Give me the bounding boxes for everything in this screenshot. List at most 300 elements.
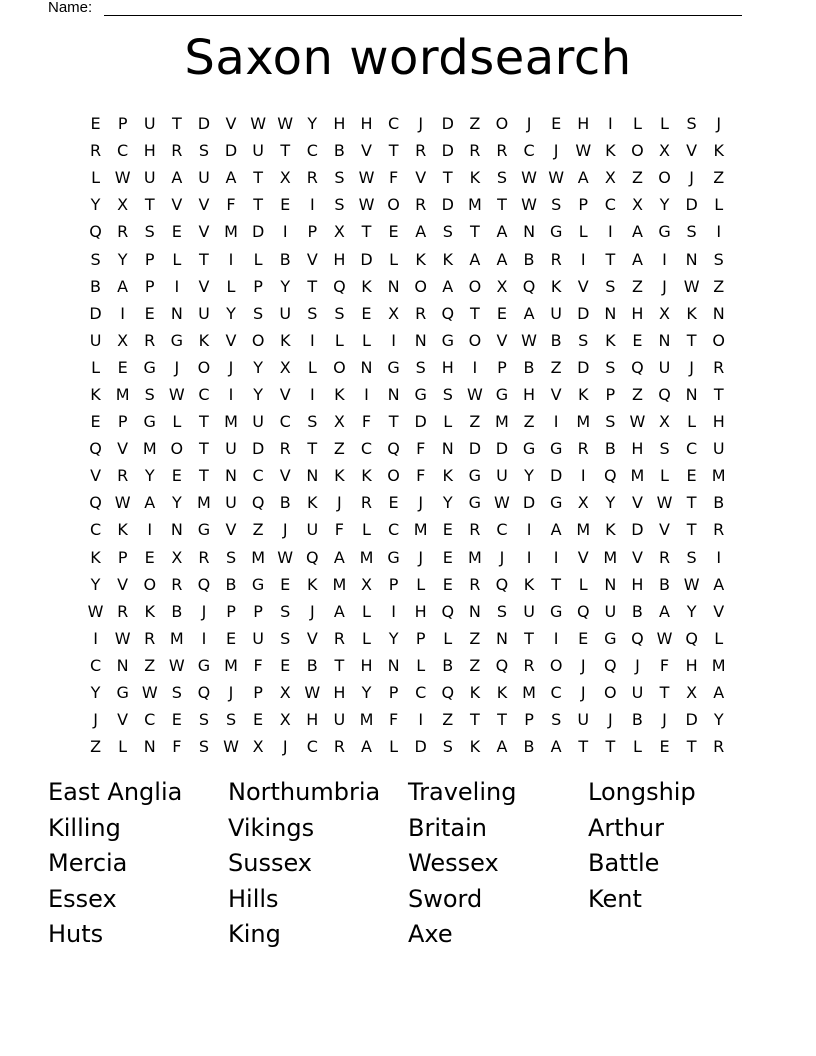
grid-letter: Q — [522, 276, 536, 296]
grid-letter: J — [635, 655, 640, 675]
grid-letter: K — [605, 520, 616, 540]
name-field[interactable] — [48, 0, 748, 18]
name-line[interactable] — [104, 15, 742, 16]
grid-letter: I — [553, 628, 559, 648]
grid-letter: L — [632, 114, 642, 134]
word-list-item: Sussex — [228, 849, 312, 877]
grid-letter: J — [93, 710, 98, 730]
grid-letter: J — [689, 357, 694, 377]
grid-letter: E — [171, 222, 182, 242]
grid-letter: Y — [90, 195, 101, 215]
grid-letter: G — [414, 384, 427, 404]
grid-letter: S — [307, 412, 318, 432]
grid-letter: F — [388, 168, 399, 188]
grid-letter: S — [659, 439, 670, 459]
grid-letter: Q — [631, 357, 644, 377]
grid-letter: S — [415, 357, 426, 377]
grid-letter: H — [306, 710, 319, 730]
grid-letter: W — [223, 737, 239, 757]
grid-letter: I — [526, 547, 532, 567]
grid-letter: T — [199, 466, 209, 486]
grid-letter: V — [577, 276, 589, 296]
grid-letter: O — [604, 683, 617, 703]
grid-letter: V — [225, 520, 237, 540]
grid-letter: W — [358, 168, 375, 188]
grid-letter: E — [686, 466, 697, 486]
grid-letter: H — [360, 655, 373, 675]
grid-letter: C — [306, 737, 318, 757]
grid-letter: S — [334, 168, 345, 188]
grid-letter: N — [685, 384, 698, 404]
grid-letter: A — [225, 168, 237, 188]
grid-letter: M — [359, 710, 374, 730]
grid-letter: U — [89, 330, 102, 350]
grid-letter: A — [333, 601, 345, 621]
grid-letter: P — [253, 276, 263, 296]
grid-letter: G — [143, 412, 156, 432]
grid-letter: B — [631, 601, 643, 621]
grid-letter: A — [361, 737, 372, 757]
grid-letter: U — [658, 357, 671, 377]
grid-letter: U — [577, 710, 590, 730]
grid-letter: A — [577, 168, 589, 188]
grid-letter: N — [441, 439, 454, 459]
grid-letter: Q — [576, 601, 590, 621]
grid-letter: C — [523, 141, 535, 161]
grid-letter: G — [387, 547, 400, 567]
grid-letter: W — [168, 384, 185, 404]
grid-letter: Z — [550, 357, 562, 377]
grid-letter: D — [441, 141, 454, 161]
grid-letter: B — [279, 249, 291, 269]
grid-letter: N — [685, 249, 698, 269]
grid-letter: A — [631, 222, 643, 242]
grid-letter: E — [551, 114, 562, 134]
grid-letter: D — [441, 195, 454, 215]
grid-letter: B — [306, 655, 318, 675]
grid-letter: V — [550, 384, 562, 404]
grid-letter: Q — [197, 683, 211, 703]
grid-letter: W — [494, 493, 510, 513]
grid-letter: O — [468, 276, 482, 296]
grid-letter: N — [523, 222, 536, 242]
grid-letter: L — [714, 628, 724, 648]
grid-letter: L — [362, 520, 371, 540]
grid-letter: E — [578, 628, 589, 648]
grid-letter: G — [658, 222, 671, 242]
grid-letter: U — [225, 439, 237, 459]
grid-letter: W — [521, 330, 537, 350]
grid-letter: R — [144, 628, 156, 648]
grid-letter: T — [551, 574, 562, 594]
grid-letter: I — [391, 601, 396, 621]
grid-letter: K — [686, 303, 697, 323]
word-list-item: Huts — [48, 920, 104, 948]
grid-letter: V — [496, 330, 508, 350]
grid-letter: O — [251, 330, 265, 350]
grid-letter: N — [658, 330, 671, 350]
grid-letter: J — [174, 357, 180, 377]
grid-letter: O — [631, 141, 644, 161]
grid-letter: L — [660, 466, 669, 486]
grid-letter: T — [253, 195, 263, 215]
grid-letter: R — [469, 520, 481, 540]
grid-letter: W — [277, 547, 294, 567]
grid-letter: U — [198, 168, 210, 188]
grid-letter: M — [197, 493, 211, 513]
grid-letter: U — [523, 601, 535, 621]
word-list — [48, 778, 768, 956]
grid-letter: W — [521, 168, 537, 188]
grid-letter: B — [442, 655, 454, 675]
grid-letter: P — [578, 195, 589, 215]
grid-letter: Y — [171, 493, 182, 513]
grid-letter: L — [660, 114, 669, 134]
grid-letter: P — [117, 547, 128, 567]
grid-letter: A — [523, 303, 535, 323]
grid-letter: T — [686, 330, 697, 350]
grid-letter: N — [414, 330, 427, 350]
grid-letter: D — [441, 114, 454, 134]
grid-letter: L — [389, 249, 399, 269]
grid-letter: K — [361, 276, 372, 296]
grid-letter: K — [469, 168, 481, 188]
grid-letter: B — [333, 141, 345, 161]
grid-letter: V — [198, 276, 210, 296]
grid-letter: O — [549, 655, 563, 675]
page-title: Saxon wordsearch — [184, 30, 632, 86]
grid-letter: T — [388, 141, 399, 161]
grid-letter: L — [172, 249, 182, 269]
grid-letter: X — [117, 330, 129, 350]
grid-letter: X — [171, 547, 183, 567]
grid-letter: H — [143, 141, 156, 161]
grid-letter: X — [252, 737, 264, 757]
grid-letter: A — [713, 574, 725, 594]
grid-letter: J — [553, 141, 559, 161]
grid-letter: W — [304, 683, 321, 703]
grid-letter: S — [605, 357, 616, 377]
grid-letter: I — [147, 520, 153, 540]
grid-letter: M — [115, 384, 130, 404]
grid-letter: D — [89, 303, 102, 323]
grid-letter: A — [144, 493, 156, 513]
grid-letter: M — [576, 412, 591, 432]
grid-letter: I — [418, 710, 424, 730]
grid-letter: P — [415, 628, 426, 648]
word-list-item: Longship — [588, 778, 696, 806]
grid-letter: S — [442, 384, 453, 404]
grid-letter: V — [225, 330, 237, 350]
grid-letter: V — [279, 466, 291, 486]
grid-letter: S — [551, 710, 562, 730]
grid-letter: O — [658, 168, 671, 188]
grid-letter: Z — [523, 412, 535, 432]
grid-letter: Y — [713, 710, 724, 730]
grid-letter: E — [280, 195, 291, 215]
grid-letter: D — [251, 439, 265, 459]
grid-letter: B — [523, 737, 535, 757]
grid-letter: U — [225, 493, 237, 513]
grid-letter: J — [662, 710, 667, 730]
grid-letter: J — [282, 737, 288, 757]
grid-letter: M — [467, 195, 482, 215]
grid-letter: K — [605, 330, 616, 350]
grid-letter: N — [170, 520, 183, 540]
grid-letter: X — [631, 195, 643, 215]
grid-letter: I — [580, 249, 586, 269]
grid-letter: V — [117, 439, 129, 459]
grid-letter: W — [656, 628, 673, 648]
grid-letter: T — [361, 222, 372, 242]
grid-letter: P — [117, 412, 128, 432]
grid-letter: O — [143, 574, 157, 594]
grid-letter: I — [607, 114, 613, 134]
grid-letter: A — [496, 249, 508, 269]
grid-letter: Q — [495, 655, 509, 675]
grid-letter: I — [201, 628, 207, 648]
grid-letter: I — [309, 384, 315, 404]
grid-letter: Y — [280, 276, 291, 296]
grid-letter: Q — [89, 439, 102, 459]
grid-letter: T — [605, 249, 616, 269]
grid-letter: T — [659, 683, 670, 703]
grid-letter: Y — [90, 683, 101, 703]
grid-letter: S — [686, 222, 697, 242]
grid-letter: K — [523, 574, 535, 594]
grid-letter: S — [713, 249, 724, 269]
grid-letter: K — [90, 547, 101, 567]
grid-letter: I — [553, 412, 559, 432]
grid-letter: G — [197, 655, 211, 675]
grid-letter: I — [309, 195, 315, 215]
grid-letter: Q — [387, 439, 400, 459]
word-list-item: Axe — [408, 920, 453, 948]
grid-letter: N — [712, 303, 725, 323]
grid-letter: T — [334, 655, 345, 675]
grid-letter: G — [549, 222, 563, 242]
grid-letter: W — [141, 683, 158, 703]
grid-letter: D — [468, 439, 482, 459]
grid-letter: V — [90, 466, 102, 486]
grid-letter: K — [550, 276, 562, 296]
word-list-item: Hills — [228, 884, 279, 913]
grid-letter: X — [659, 412, 670, 432]
grid-letter: W — [114, 493, 131, 513]
grid-letter: K — [361, 466, 372, 486]
grid-letter: M — [576, 520, 591, 540]
grid-letter: E — [442, 547, 453, 567]
grid-letter: X — [659, 141, 670, 161]
grid-letter: E — [280, 655, 291, 675]
grid-letter: T — [199, 249, 209, 269]
grid-letter: F — [416, 439, 426, 459]
grid-letter: V — [631, 547, 643, 567]
grid-letter: X — [279, 683, 291, 703]
grid-letter: P — [388, 574, 399, 594]
grid-letter: I — [364, 384, 369, 404]
grid-letter: T — [713, 384, 724, 404]
grid-letter: J — [418, 493, 424, 513]
word-list-item: Arthur — [588, 813, 664, 842]
grid-letter: V — [361, 141, 372, 161]
grid-letter: L — [578, 574, 588, 594]
grid-letter: P — [605, 384, 616, 404]
grid-letter: X — [279, 710, 291, 730]
grid-letter: O — [197, 357, 211, 377]
grid-letter: Q — [631, 628, 644, 648]
grid-letter: R — [306, 168, 318, 188]
grid-letter: G — [522, 439, 536, 459]
grid-letter: L — [362, 628, 371, 648]
grid-letter: P — [226, 601, 236, 621]
grid-letter: F — [388, 710, 399, 730]
grid-letter: M — [603, 547, 618, 567]
word-list-item: Kent — [588, 884, 642, 913]
grid-letter: V — [198, 222, 210, 242]
grid-letter: R — [550, 249, 562, 269]
grid-letter: M — [522, 683, 536, 703]
grid-letter: R — [415, 141, 427, 161]
grid-letter: G — [604, 628, 617, 648]
grid-letter: I — [93, 628, 98, 648]
grid-letter: P — [307, 222, 318, 242]
grid-letter: R — [713, 520, 725, 540]
grid-letter: M — [142, 439, 157, 459]
grid-letter: D — [685, 195, 698, 215]
grid-letter: J — [228, 683, 234, 703]
grid-letter: M — [332, 574, 347, 594]
grid-letter: F — [334, 520, 344, 540]
grid-letter: S — [496, 601, 508, 621]
grid-letter: S — [496, 168, 508, 188]
grid-letter: K — [442, 249, 454, 269]
grid-letter: Y — [686, 601, 697, 621]
grid-letter: K — [307, 493, 318, 513]
grid-letter: E — [496, 303, 507, 323]
grid-letter: T — [469, 303, 480, 323]
grid-letter: A — [713, 683, 725, 703]
grid-letter: T — [199, 412, 209, 432]
grid-letter: V — [117, 710, 129, 730]
grid-letter: V — [117, 574, 129, 594]
grid-letter: S — [90, 249, 101, 269]
grid-letter: Z — [90, 737, 102, 757]
grid-letter: Q — [89, 493, 102, 513]
grid-letter: E — [361, 303, 372, 323]
grid-letter: I — [607, 222, 613, 242]
grid-letter: Z — [469, 114, 481, 134]
grid-letter: X — [659, 303, 670, 323]
grid-letter: X — [333, 412, 345, 432]
grid-letter: I — [526, 520, 532, 540]
grid-letter: S — [686, 547, 697, 567]
grid-letter: Z — [713, 168, 725, 188]
grid-letter: E — [117, 357, 128, 377]
grid-letter: O — [468, 330, 482, 350]
grid-letter: S — [442, 222, 453, 242]
grid-letter: U — [252, 628, 264, 648]
grid-letter: T — [497, 710, 507, 730]
grid-letter: A — [333, 547, 345, 567]
grid-letter: U — [252, 141, 264, 161]
grid-letter: C — [252, 466, 264, 486]
grid-letter: W — [277, 114, 294, 134]
grid-letter: J — [418, 114, 424, 134]
grid-letter: Y — [605, 493, 616, 513]
grid-letter: Z — [469, 655, 481, 675]
grid-letter: G — [251, 574, 265, 594]
grid-letter: H — [333, 114, 346, 134]
grid-letter: K — [713, 141, 724, 161]
grid-letter: O — [495, 114, 509, 134]
grid-letter: H — [441, 357, 454, 377]
grid-letter: T — [307, 276, 318, 296]
word-list-item: Mercia — [48, 849, 128, 877]
grid-letter: S — [280, 601, 291, 621]
grid-letter: X — [361, 574, 372, 594]
grid-letter: H — [333, 249, 346, 269]
grid-letter: S — [171, 683, 182, 703]
grid-letter: Y — [524, 466, 534, 486]
grid-letter: C — [360, 439, 373, 459]
grid-letter: R — [415, 303, 427, 323]
grid-letter: R — [360, 493, 373, 513]
word-list-item: Britain — [408, 813, 487, 842]
grid-letter: N — [360, 357, 373, 377]
grid-letter: B — [171, 601, 183, 621]
grid-letter: W — [683, 276, 700, 296]
grid-letter: D — [414, 737, 427, 757]
grid-letter: B — [225, 574, 237, 594]
grid-letter: U — [496, 466, 508, 486]
grid-letter: S — [253, 303, 264, 323]
grid-letter: N — [387, 655, 400, 675]
grid-letter: A — [496, 737, 508, 757]
grid-letter: R — [171, 574, 183, 594]
grid-letter: M — [251, 547, 266, 567]
grid-letter: K — [469, 683, 481, 703]
grid-letter: Q — [685, 628, 698, 648]
grid-letter: R — [89, 141, 102, 161]
grid-letter: Q — [441, 601, 455, 621]
grid-letter: X — [388, 303, 400, 323]
grid-letter: S — [198, 737, 209, 757]
grid-letter: V — [171, 195, 183, 215]
grid-letter: W — [250, 114, 267, 134]
grid-letter: I — [662, 249, 667, 269]
grid-letter: H — [631, 574, 644, 594]
grid-letter: N — [387, 276, 400, 296]
grid-letter: C — [387, 114, 400, 134]
grid-letter: J — [337, 493, 342, 513]
grid-letter: W — [548, 168, 565, 188]
grid-letter: E — [225, 628, 237, 648]
grid-letter: T — [442, 168, 453, 188]
grid-letter: R — [523, 655, 535, 675]
grid-letter: L — [443, 628, 453, 648]
grid-letter: C — [198, 384, 210, 404]
grid-letter: M — [224, 222, 238, 242]
grid-letter: D — [495, 439, 509, 459]
grid-letter: B — [523, 357, 535, 377]
grid-letter: S — [686, 114, 697, 134]
grid-letter: K — [469, 737, 481, 757]
grid-letter: I — [391, 330, 396, 350]
grid-letter: G — [143, 357, 156, 377]
grid-letter: K — [90, 384, 101, 404]
grid-letter: J — [580, 683, 586, 703]
